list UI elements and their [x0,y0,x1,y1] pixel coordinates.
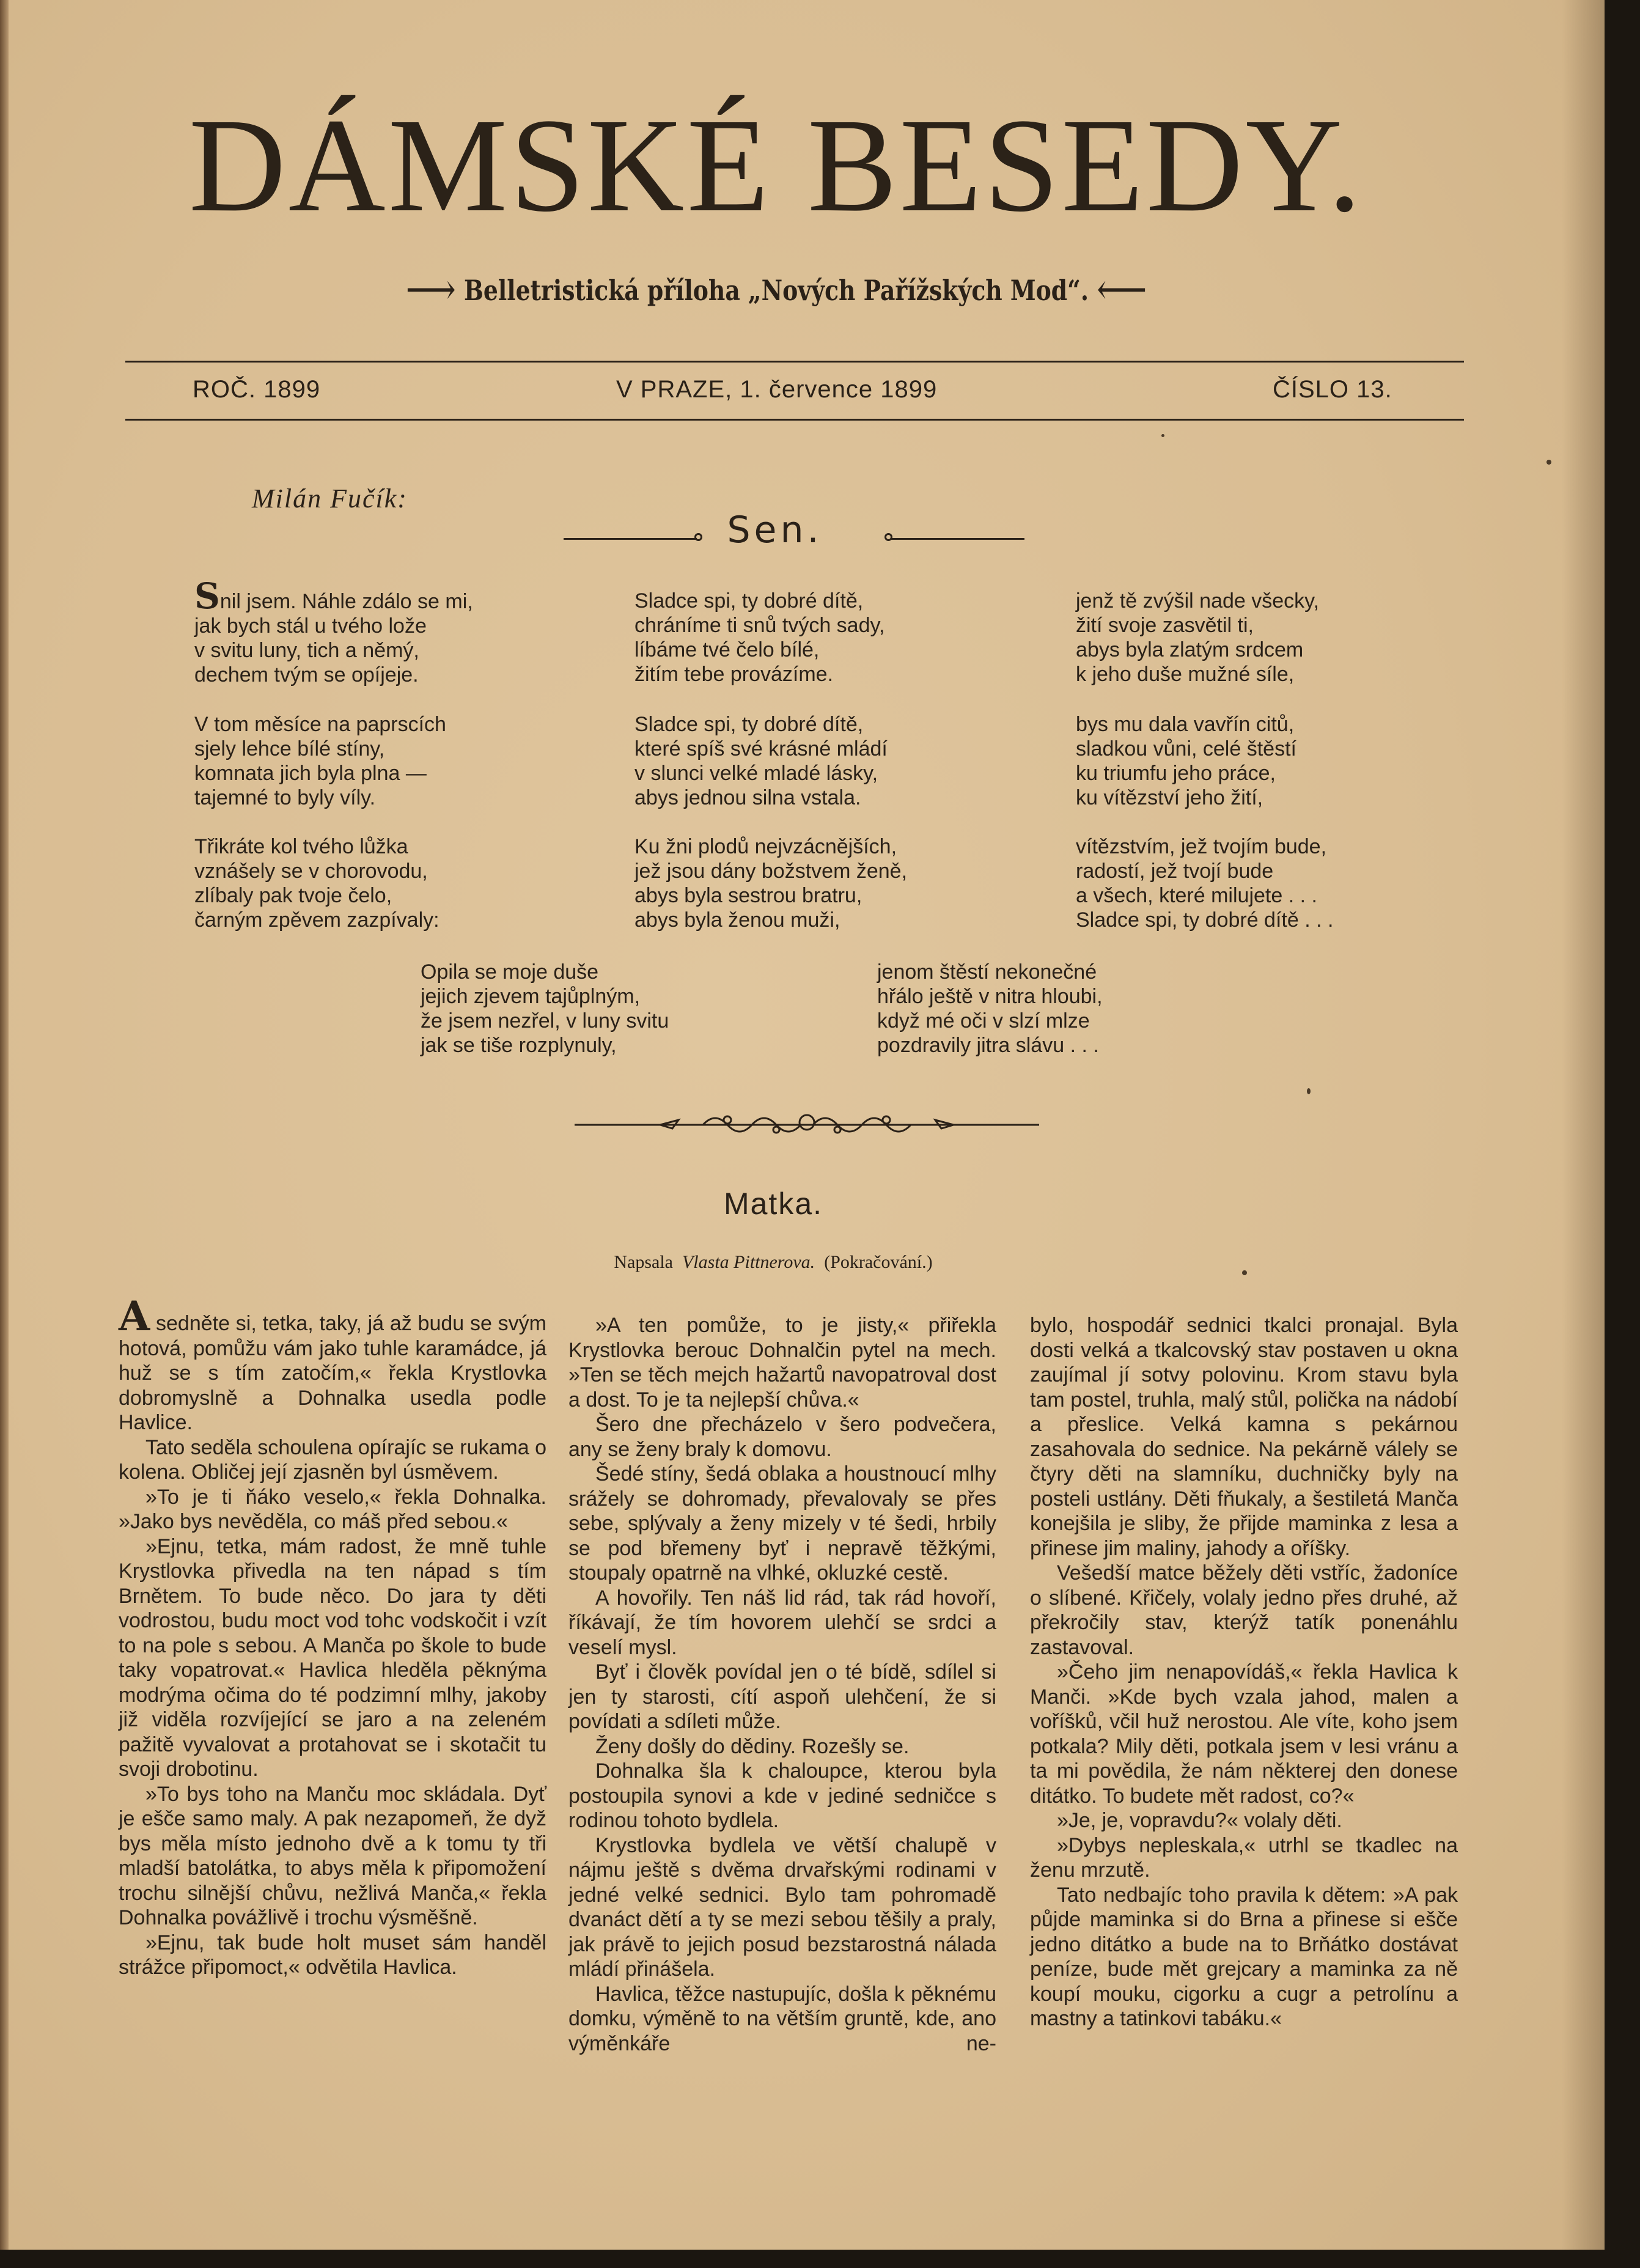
poem-stanza: Třikráte kol tvého lůžka vznášely se v chorovodu, zlíbaly pak tvoje čelo, čarným zpěvem zazpívaly: [194,835,439,932]
masthead-subtitle: Belletristická příloha „Nových Pařížských Mod“. [464,274,1089,307]
paper-speck [1307,1088,1311,1094]
paragraph: Šero dne přecházelo v šero podvečera, any se ženy braly k domovu. [568,1413,996,1461]
header-rule-bottom [125,419,1464,421]
poem-title-dot-right [884,533,892,541]
paragraph: bylo, hospodář sednici tkalci pronajal. Byla dosti velká a tkalcovský stav postaven u okna zaujímal jí sotvy polovinu. Krom stavu byla tam postel, truhla, malý stůl, polička na nádobí a přeslice. Velká kamna s pekárnou zasahovala do sednice. Na pekárně válely se čtyry děti na slamníku, duchničky byly na posteli ustlány. Děti fňukaly, a šestiletá Manča konejšila je sliby, že přijde maminka z lesa a přinese jim maliny, jahody a oříšky. [1030,1314,1458,1560]
story-column-1 [119,1292,546,1980]
page-binding [0,0,9,2250]
poem-author: Milán Fučík: [252,484,408,514]
poem-stanza: Sladce spi, ty dobré dítě, chráníme ti snů tvých sady, líbáme tvé čelo bílé, žitím tebe provázíme. [634,589,885,686]
arrow-left-icon: ⟵ [1097,264,1147,314]
paper-speck [1242,1270,1247,1275]
paragraph: »To je ti ňáko veselo,« řekla Dohnalka. »Jako bys nevěděla, co máš před sebou.« [119,1485,546,1533]
paragraph: »Je, je, vopravdu?« volaly děti. [1057,1809,1342,1832]
poem-title-rule-right [891,538,1024,540]
paragraph: Krystlovka bydlela ve větší chalupě v nájmu ještě s dvěma drvařskými rodinami v jedné velké sednici. Bylo tam pohromadě dvanáct dětí a ty se mezi sebou těšily a praly, jak právě to jejich posud bezstarostná nálada mládí přinášela. [568,1833,996,1981]
drop-initial: A [119,1292,150,1340]
paragraph: A sedněte si, tetka, taky, já až budu se svým hotová, pomůžu vám jako tuhle karamádce, já huž se s tím zatočím,« řekla Krystlovka dobromyslně a Dohnalka usedla podle Havlice. [119,1292,546,1434]
paragraph: Havlica, těžce nastupujíc, došla k pěknému domku, výměně to na větším gruntě, kde, ano výměnkáře ne- [568,1982,996,2055]
paragraph: Vešedší matce běžely děti vstříc, žadoníce o slíbené. Křičely, volaly jedno přes druhé, až překročily stav, kterýž tatík ponenáhlu zastavoval. [1030,1561,1458,1659]
issue-place-date: V PRAZE, 1. července 1899 [616,376,938,403]
paragraph: Byť i člověk povídal jen o té bídě, sdílel si jen ty starosti, cítí aspoň ulehčení, že si povídati a sdíleti může. [568,1660,996,1733]
poem-stanza: jenom štěstí nekonečné hřálo ještě v nitra hloubi, když mé oči v slzí mlze pozdravily jitra slávu . . . [877,960,1103,1057]
paragraph: Tato nedbajíc toho pravila k dětem: »A pak půjde maminka si do Brna a přinese si ešče jedno ditátko a bude na to Brňátko dostávat peníze, bude mět grejcary a maminka za ně koupí mouku, cigorku a cugr a petrolínu a mastny a tatinkovi tabáku.« [1030,1883,1458,2030]
floral-ornament-divider [575,1111,1039,1142]
page-edge-shadow [1562,0,1605,2250]
paragraph: Dohnalka šla k chaloupce, kterou byla postoupila synovi a kde v jediné sedničce s rodinou tohoto bydlela. [568,1759,996,1832]
masthead-subtitle-row [140,264,1413,314]
poem-stanza: Ku žni plodů nejvzácnějších, jež jsou dány božstvem ženě, abys byla sestrou bratru, abys byla ženou muži, [634,835,908,932]
paragraph: »Dybys nepleskala,« utrhl se tkadlec na ženu mrzutě. [1030,1833,1458,1882]
paragraph: Ženy došly do dědiny. Rozešly se. [595,1734,910,1758]
poem-title: Sen. [727,509,823,551]
masthead-title: DÁMSKÉ BESEDY. [188,90,1364,240]
story-byline: Napsala Vlasta Pittnerova. (Pokračování.) [614,1252,933,1272]
poem-stanza: V tom měsíce na paprscích sjely lehce bílé stíny, komnata jich byla plna — tajemné to byly víly. [194,713,446,809]
paragraph: A hovořily. Ten náš lid rád, tak rád hovoří, říkávají, že tím hovorem ulehčí se srdci a veselí mysl. [568,1586,996,1659]
paragraph: »Ejnu, tak bude holt muset sám handěl strážce připomoct,« odvětila Havlica. [119,1931,546,1979]
paragraph: Šedé stíny, šedá oblaka a houstnoucí mlhy srážely se dohromady, převalovaly se přes sebe, splývaly a ženy mizely v té šedi, hrbily se pod břemeny byť i nepravě těžkými, stoupaly opatrně na vlhké, okluzké cestě. [568,1462,996,1585]
drop-initial: S [194,575,220,617]
story-title: Matka. [723,1187,823,1221]
poem-stanza: jenž tě zvýšil nade všecky, žití svoje zasvětil ti, abys byla zlatým srdcem k jeho duše mužné síle, [1076,589,1320,686]
arrow-right-icon: ⟶ [405,264,456,314]
paper-speck [1161,434,1164,437]
story-author: Vlasta Pittnerova. [682,1252,815,1272]
issue-number: ČÍSLO 13. [1273,376,1392,403]
header-rule-top [125,361,1464,363]
story-column-3 [1030,1313,1458,2031]
paragraph: »Čeho jim nenapovídáš,« řekla Havlica k Manči. »Kde bych vzala jahod, malen a voříšků, včil huž nerostou. Ale víte, koho jsem potkala? Mily děti, potkala jsem v lesi vránu a ta mi povědila, že nám některej den donese ditátko. To budete mět radost, co?« [1030,1660,1458,1808]
paper-speck [1546,460,1551,465]
poem-stanza: Snil jsem. Náhle zdálo se mi, jak bych stál u tvého lože v svitu luny, tich a němý, dechem tvým se opíjeje. [194,575,473,687]
paragraph: Tato seděla schoulena opírajíc se rukama o kolena. Obličej její zjasněn byl úsměvem. [119,1435,546,1484]
story-column-2 [568,1313,996,2056]
poem-stanza: vítězstvím, jež tvojím bude, radostí, jež tvojí bude a všech, které milujete . . . Sladce spi, ty dobré dítě . . . [1076,835,1334,932]
paragraph: »Ejnu, tetka, mám radost, že mně tuhle Krystlovka přivedla na ten nápad s tím Brnětem. To bude něco. Do jara ty děti vodrostou, budu moct vod tohc vodskočit i vzít to na pole s sebou. A Manča po škole to bude taky vopatrovat.« Havlica hleděla pěknýma modrýma očima do té podzimní mlhy, jakoby již viděla rozvíjející se jaro a na zeleném pažitě vyvalovat a protahovat se i skotačit tu svoji drobotinu. [119,1534,546,1781]
poem-stanza: bys mu dala vavřín citů, sladkou vůni, celé štěstí ku triumfu jeho práce, ku vítězství jeho žití, [1076,713,1296,809]
paragraph: »To bys toho na Manču moc skládala. Dyť je ešče samo maly. A pak nezapomeň, že dyž bys měla místo jednoho dvě a k tomu ty tři mladší batolátka, to abys měla k připomožení trochu silnější chůvu, nežlivá Manča,« řekla Dohnalka povážlivě i trochu výsměšně. [119,1782,546,1929]
issue-year: ROČ. 1899 [193,376,321,403]
poem-stanza: Opila se moje duše jejich zjevem tajůplným, že jsem nezřel, v luny svitu jak se tiše rozplynuly, [421,960,669,1057]
poem-stanza: Sladce spi, ty dobré dítě, které spíš své krásné mládí v slunci velké mladé lásky, abys jednou silna vstala. [634,713,888,809]
paragraph: »A ten pomůže, to je jisty,« přiřekla Krystlovka berouc Dohnalčin pytel na mech. »Ten se těch mejch hažartů navopatroval dost a dost. To je ta nejlepší chůva.« [568,1314,996,1412]
